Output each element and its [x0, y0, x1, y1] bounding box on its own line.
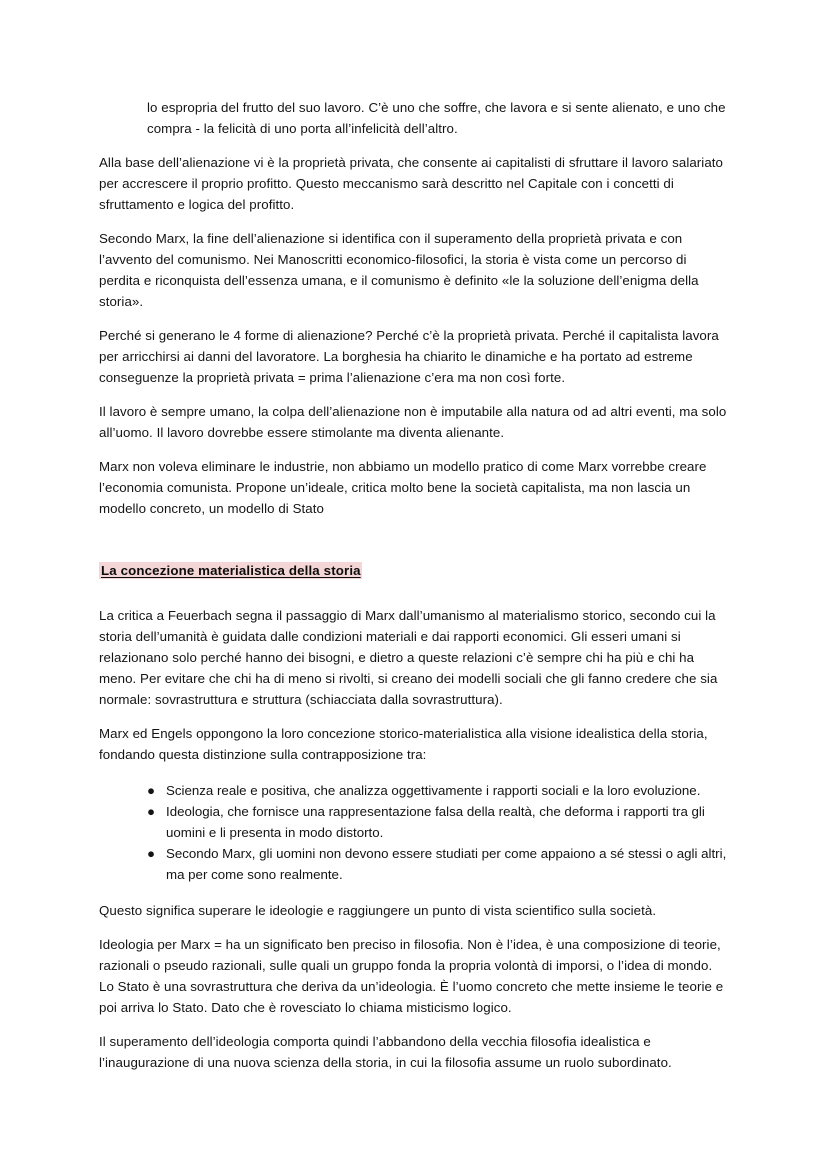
contrapposizione-bullet-list [99, 780, 729, 885]
paragraph-continuation: lo espropria del frutto del suo lavoro. C’è uno che soffre, che lavora e si sente alienato, e uno che compra - la felicità di uno porta all’infelicità dell’altro. [147, 100, 726, 136]
list-item-label: Secondo Marx, gli uomini non devono essere studiati per come appaiono a sé stessi o agli altri, ma per come sono realmente. [166, 846, 727, 882]
list-item-label: Scienza reale e positiva, che analizza oggettivamente i rapporti sociali e la loro evoluzione. [166, 783, 701, 798]
section-heading-container [99, 560, 729, 581]
paragraph-superare-ideologie: Questo significa superare le ideologie e raggiungere un punto di vista scientifico sulla società. [99, 903, 657, 918]
list-item [147, 780, 729, 801]
paragraph-marx-engels-contrapposizione: Marx ed Engels oppongono la loro concezione storico-materialistica alla visione idealistica della storia, fondando questa distinzione sulla contrapposizione tra: [99, 726, 708, 762]
bullet-dot-icon: ● [147, 804, 156, 819]
paragraph-ideologia-definizione: Ideologia per Marx = ha un significato ben preciso in filosofia. Non è l’idea, è una composizione di teorie, razionali o pseudo razionali, sulle quali un gruppo fonda la propria volontà di imporsi, o l’idea di mondo. Lo Stato è una sovrastruttura che deriva da un’ideologia. È l’uomo concreto che mette insieme le teorie e poi arriva lo Stato. Dato che è rovesciato lo chiama misticismo logico. [99, 937, 724, 1015]
list-item [147, 801, 729, 843]
paragraph-superamento-ideologia: Il superamento dell’ideologia comporta quindi l’abbandono della vecchia filosofia idealistica e l’inaugurazione di una nuova scienza della storia, in cui la filosofia assume un ruolo subordinato. [99, 1034, 672, 1070]
paragraph-quattro-forme-alienazione: Perché si generano le 4 forme di alienazione? Perché c’è la proprietà privata. Perché il capitalista lavora per arricchirsi ai danni del lavoratore. La borghesia ha chiarito le dinamiche e ha portato ad estreme conseguenze la proprietà privata = prima l’alienazione c’era ma non così forte. [99, 328, 719, 385]
list-item-label: Ideologia, che fornisce una rappresentazione falsa della realtà, che deforma i rapporti tra gli uomini e li presenta in modo distorto. [166, 804, 705, 840]
section-heading-concezione-materialistica: La concezione materialistica della storia [101, 563, 361, 578]
bullet-dot-icon: ● [147, 846, 156, 861]
paragraph-marx-industrie: Marx non voleva eliminare le industrie, non abbiamo un modello pratico di come Marx vorrebbe creare l’economia comunista. Propone un’ideale, critica molto bene la società capitalista, ma non lascia un modello concreto, un modello di Stato [99, 459, 707, 516]
paragraph-fine-alienazione-comunismo: Secondo Marx, la fine dell’alienazione si identifica con il superamento della proprietà privata e con l’avvento del comunismo. Nei Manoscritti economico-filosofici, la storia è vista come un percorso di perdita e riconquista dell’essenza umana, e il comunismo è definito «le la soluzione dell’enigma della storia». [99, 231, 699, 309]
paragraph-lavoro-umano: Il lavoro è sempre umano, la colpa dell’alienazione non è imputabile alla natura od ad altri eventi, ma solo all’uomo. Il lavoro dovrebbe essere stimolante ma diventa alienante. [99, 404, 727, 440]
list-item [147, 843, 729, 885]
paragraph-alienazione-proprieta-privata: Alla base dell’alienazione vi è la proprietà privata, che consente ai capitalisti di sfruttare il lavoro salariato per accrescere il proprio profitto. Questo meccanismo sarà descritto nel Capitale con i concetti di sfruttamento e logica del profitto. [99, 155, 724, 212]
document-text-body [99, 97, 729, 1086]
paragraph-critica-feuerbach: La critica a Feuerbach segna il passaggio di Marx dall’umanismo al materialismo storico, secondo cui la storia dell’umanità è guidata dalle condizioni materiali e dai rapporti economici. Gli esseri umani si relazionano solo perché hanno dei bisogni, e dietro a queste relazioni c’è sempre chi ha più e chi ha meno. Per evitare che chi ha di meno si rivolti, si creano dei modelli sociali che gli fanno credere che sia normale: sovrastruttura e struttura (schiacciata dalla sovrastruttura). [99, 608, 718, 707]
bullet-dot-icon: ● [147, 783, 156, 798]
